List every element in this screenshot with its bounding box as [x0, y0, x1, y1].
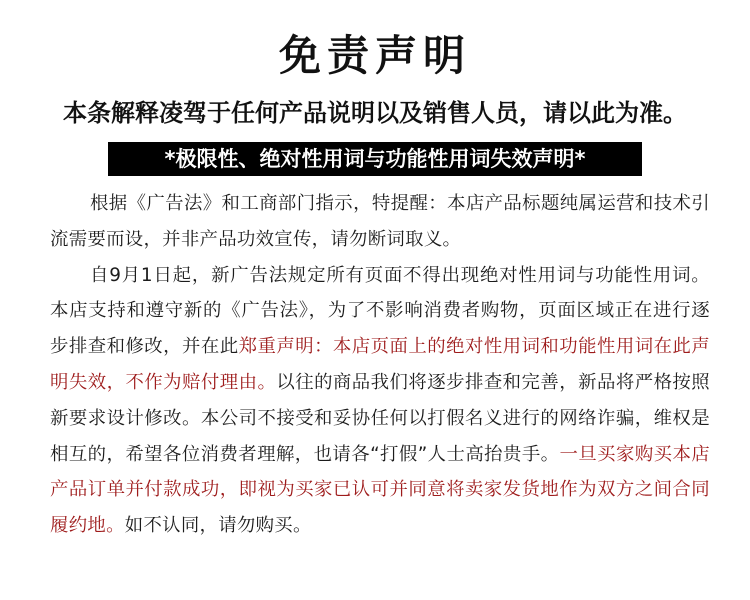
- page-subtitle: 本条解释凌驾于任何产品说明以及销售人员，请以此为准。: [63, 99, 687, 127]
- paragraph-text: 如不认同，请勿购买。: [124, 515, 312, 537]
- disclaimer-body: [50, 186, 710, 544]
- page-title: 免责声明: [278, 31, 471, 80]
- highlight-purchase-terms: 一旦买家购买本店产品订单并付款成功，即视为买家已认可并同意将卖家发货地作为双方之间合同履约地。: [50, 443, 710, 537]
- highlight-statement: 郑重声明：本店页面上的绝对性用词和功能性用词在此声明失效，不作为赔付理由。: [50, 336, 710, 393]
- paragraph-new-law-statement: [50, 258, 710, 544]
- paragraph-advertising-law: 根据《广告法》和工商部门指示，特提醒：本店产品标题纯属运营和技术引流需要而设，并非产品功效宣传，请勿断词取义。: [50, 193, 710, 250]
- paragraph-text: 以往的商品我们将逐步排查和完善，新品将严格按照新要求设计修改。本公司不接受和妥协任何以打假名义进行的网络诈骗，维权是相互的，希望各位消费者理解，也请各“打假”人士高抬贵手。: [50, 371, 710, 465]
- paragraph-text: 自9月1日起，新广告法规定所有页面不得出现绝对性用词与功能性用词。本店支持和遵守新的《广告法》，为了不影响消费者购物，页面区域正在进行逐步排查和修改，并在此: [50, 264, 710, 358]
- notice-banner: *极限性、绝对性用词与功能性用词失效声明*: [108, 142, 642, 176]
